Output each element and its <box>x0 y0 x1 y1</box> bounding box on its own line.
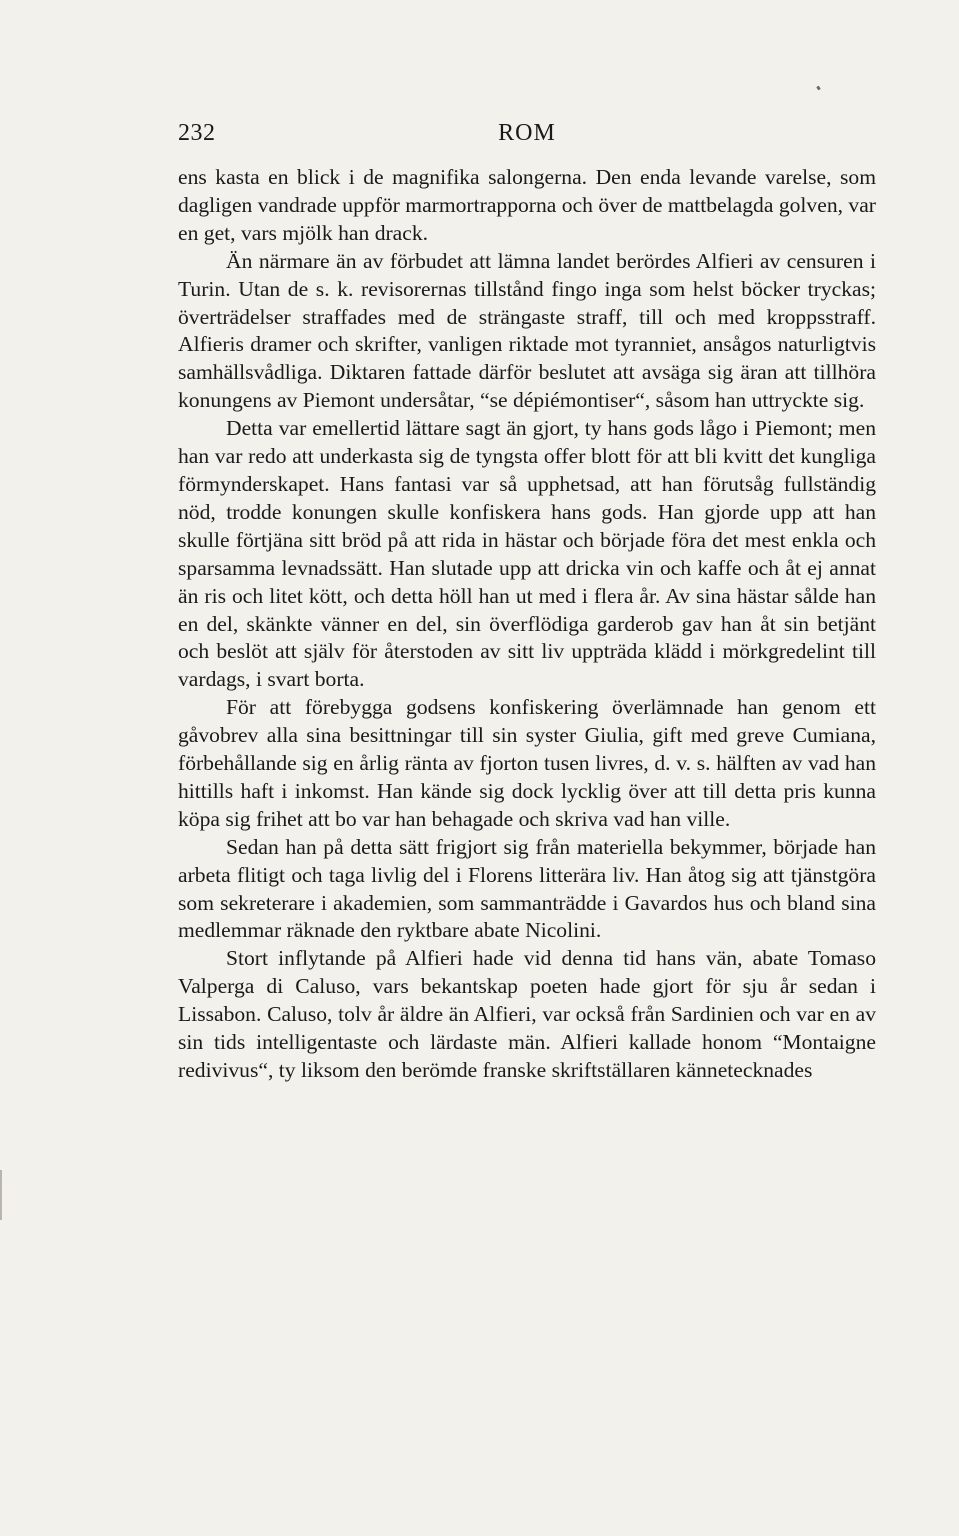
paragraph: Sedan han på detta sätt frigjort sig från materiella bekymmer, började han arbeta flitigt och taga livlig del i Florens litterära liv. Han åtog sig att tjänstgöra som sekreterare i akademien, som sammanträdde i Gavardos hus och bland sina medlemmar räknade den ryktbare abate Nicolini. <box>178 834 876 943</box>
paragraph-continuation: ens kasta en blick i de magnifika salongerna. Den enda levande varelse, som dagligen vandrade uppför marmortrapporna och över de mattbelagda golven, var en get, vars mjölk han drack. <box>178 165 876 245</box>
page-edge-shadow <box>0 1170 2 1220</box>
running-title: ROM <box>498 120 556 146</box>
paragraph: Än närmare än av förbudet att lämna landet berördes Alfieri av censuren i Turin. Utan de s. k. revisorernas tillstånd fingo inga som helst böcker tryckas; överträdelser straffades med de strängaste straff, till och med kroppsstraff. Alfieris dramer och skrifter, vanligen riktade mot tyranniet, ansågos naturligtvis samhällsvådliga. Diktaren fattade därför beslutet att avsäga sig äran att tillhöra konungens av Piemont undersåtar, “se dépiémontiser“, såsom han uttryckte sig. <box>178 248 876 413</box>
paragraph: Stort inflytande på Alfieri hade vid denna tid hans vän, abate Tomaso Valperga di Caluso, vars bekantskap poeten hade gjort för sju år sedan i Lissabon. Caluso, tolv år äldre än Alfieri, var också från Sardinien och var en av sin tids intelligentaste och lärdaste män. Alfieri kallade honom “Montaigne redivivus“, ty liksom den berömde franske skriftställaren kännetecknades <box>178 946 876 1082</box>
page-number: 232 <box>178 120 216 146</box>
scan-speck <box>816 86 821 91</box>
paragraph: Detta var emellertid lättare sagt än gjort, ty hans gods lågo i Piemont; men han var redo att underkasta sig de tyngsta offer blott för att bli kvitt det kungliga förmynderskapet. Hans fantasi var så upphetsad, att han förutsåg fullständig nöd, trodde konungen skulle konfiskera hans gods. Han gjorde upp att han skulle förtjäna sitt bröd på att rida in hästar och började föra det mest enkla och sparsamma levnadssätt. Han slutade upp att dricka vin och kaffe och åt ej annat än ris och litet kött, och detta höll han ut med i flera år. Av sina hästar sålde han en del, skänkte vänner en del, sin överflödiga garderob gav han åt sin betjänt och beslöt att själv för återstoden av sitt liv uppträda klädd i mörkgredelint till vardags, i svart borta. <box>178 416 876 692</box>
page-header <box>178 120 876 152</box>
paragraph: För att förebygga godsens konfiskering överlämnade han genom ett gåvobrev alla sina besittningar till sin syster Giulia, gift med greve Cumiana, förbehållande sig en årlig ränta av fjorton tusen livres, d. v. s. hälften av vad han hittills haft i inkomst. Han kände sig dock lycklig över att till detta pris kunna köpa sig frihet att bo var han behagade och skriva vad han ville. <box>178 695 876 831</box>
body-text <box>178 164 876 1085</box>
